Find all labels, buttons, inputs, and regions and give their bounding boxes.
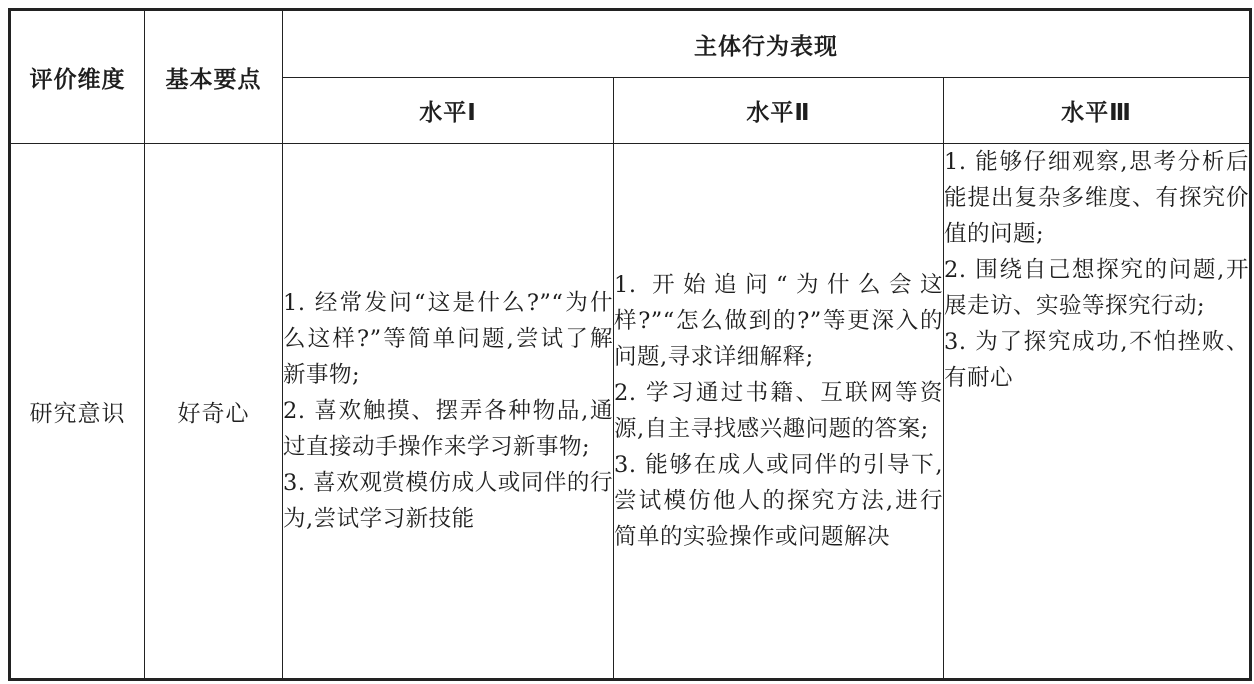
level-2-text <box>614 267 943 555</box>
level-2-item-3: 3. 能够在成人或同伴的引导下,尝试模仿他人的探究方法,进行简单的实验操作或问题解决 <box>614 452 943 550</box>
evaluation-table <box>8 8 1252 681</box>
header-row-main <box>10 10 1251 78</box>
header-level-1: 水平Ⅰ <box>283 78 614 144</box>
table-row <box>10 144 1251 680</box>
level-1-text <box>283 285 613 537</box>
level-2-item-2: 2. 学习通过书籍、互联网等资源,自主寻找感兴趣问题的答案; <box>614 380 943 442</box>
level-3-item-2: 2. 围绕自己想探究的问题,开展走访、实验等探究行动; <box>944 257 1250 319</box>
cell-level-1 <box>283 144 614 680</box>
level-3-item-1: 1. 能够仔细观察,思考分析后能提出复杂多维度、有探究价值的问题; <box>944 149 1250 247</box>
header-dimension: 评价维度 <box>10 10 145 144</box>
level-1-item-3: 3. 喜欢观赏模仿成人或同伴的行为,尝试学习新技能 <box>283 470 613 532</box>
header-behavior: 主体行为表现 <box>283 10 1251 78</box>
level-3-item-3: 3. 为了探究成功,不怕挫败、有耐心 <box>944 329 1250 391</box>
level-1-item-1: 1. 经常发问“这是什么?”“为什么这样?”等简单问题,尝试了解新事物; <box>283 290 613 388</box>
header-key-points: 基本要点 <box>145 10 283 144</box>
cell-key-point: 好奇心 <box>145 144 283 680</box>
header-level-3: 水平Ⅲ <box>944 78 1251 144</box>
cell-dimension: 研究意识 <box>10 144 145 680</box>
level-1-item-2: 2. 喜欢触摸、摆弄各种物品,通过直接动手操作来学习新事物; <box>283 398 613 460</box>
level-2-item-1: 1. 开始追问“为什么会这样?”“怎么做到的?”等更深入的问题,寻求详细解释; <box>614 272 943 370</box>
cell-level-2 <box>614 144 944 680</box>
header-level-2: 水平Ⅱ <box>614 78 944 144</box>
level-3-text <box>944 144 1249 396</box>
cell-level-3 <box>944 144 1251 680</box>
